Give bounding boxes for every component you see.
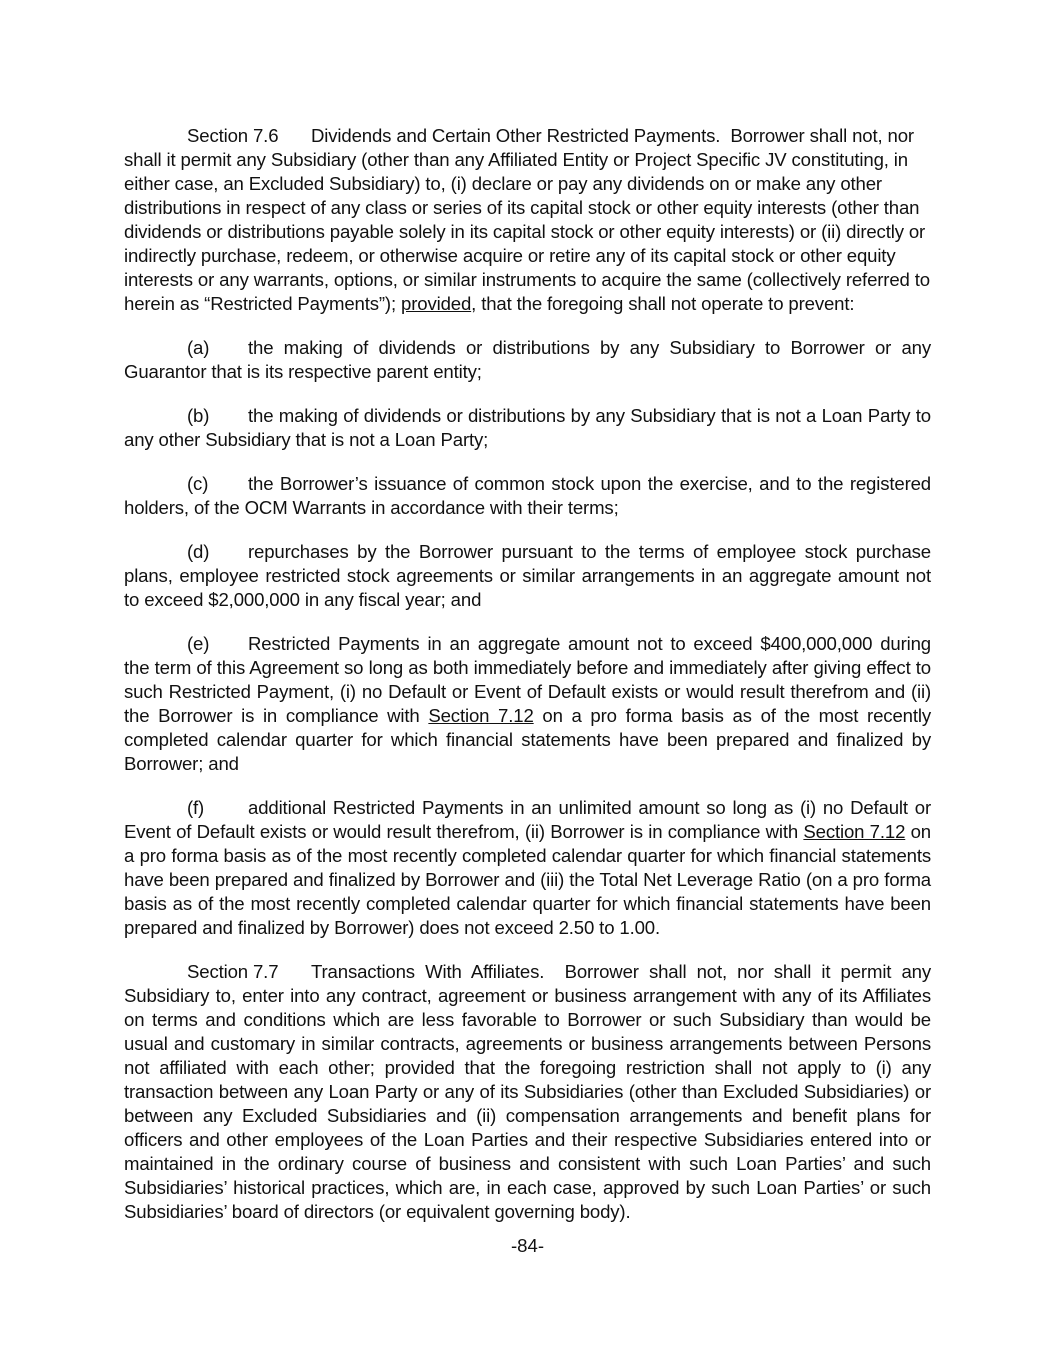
list-item-a: [124, 336, 931, 384]
list-item-c: [124, 472, 931, 520]
list-item-label: (f): [187, 797, 205, 818]
provided-term: provided: [401, 293, 472, 314]
section-7-7-title: Transactions With Affiliates.: [311, 961, 545, 982]
list-item-text: repurchases by the Borrower pursuant to the terms of employee stock purchase plans, employee restricted stock agreements or similar arrangements in an aggregate amount not to exceed $2,000,000 in any fiscal year; and: [124, 541, 931, 610]
section-7-6-paragraph: [124, 124, 931, 316]
section-7-12-reference: Section 7.12: [803, 821, 906, 842]
section-7-12-reference: Section 7.12: [428, 705, 534, 726]
section-7-7-number: Section 7.7: [187, 961, 279, 982]
section-7-6-body: Borrower shall not, nor shall it permit any Subsidiary (other than any Affiliated Entity or Project Specific JV constituting, in either case, an Excluded Subsidiary) to, (i) declare or pay any dividends on or make any other distributions in respect of any class or series of its capital stock or other equity interests (other than dividends or distributions payable solely in its capital stock or other equity interests) or (ii) directly or indirectly purchase, redeem, or otherwise acquire or retire any of its capital stock or other equity interests or any warrants, options, or similar instruments to acquire the same (collectively referred to herein as “Restricted Payments”);: [124, 125, 930, 314]
list-item-text: the making of dividends or distributions by any Subsidiary that is not a Loan Party to any other Subsidiary that is not a Loan Party;: [124, 405, 931, 450]
list-item-text: additional Restricted Payments in an unlimited amount so long as (i) no Default or Event of Default exists or would result therefrom, (ii) Borrower is in compliance with: [124, 797, 931, 842]
list-item-d: [124, 540, 931, 612]
section-7-7-paragraph: [124, 960, 931, 1224]
list-item-text-continued: on a pro forma basis as of the most recently completed calendar quarter for which financial statements have been prepared and finalized by Borrower; and: [124, 705, 931, 774]
list-item-label: (c): [187, 473, 209, 494]
list-item-label: (a): [187, 337, 210, 358]
list-item-text: Restricted Payments in an aggregate amount not to exceed $400,000,000 during the term of this Agreement so long as both immediately before and immediately after giving effect to such Restricted Payment, (i) no Default or Event of Default exists or would result therefrom and (ii) the Borrower is in compliance with: [124, 633, 931, 726]
section-7-6-number: Section 7.6: [187, 125, 279, 146]
list-item-text: the making of dividends or distributions by any Subsidiary to Borrower or any Guarantor that is its respective parent entity;: [124, 337, 931, 382]
list-item-label: (d): [187, 541, 210, 562]
list-item-label: (b): [187, 405, 210, 426]
section-7-6-body-end: , that the foregoing shall not operate to prevent:: [471, 293, 855, 314]
list-item-b: [124, 404, 931, 452]
list-item-e: [124, 632, 931, 776]
section-7-7-body: Borrower shall not, nor shall it permit any Subsidiary to, enter into any contract, agreement or business arrangement with any of its Affiliates on terms and conditions which are less favorable to Borrower or such Subsidiary than would be usual and customary in similar contracts, agreements or business arrangements between Persons not affiliated with each other; provided that the foregoing restriction shall not apply to (i) any transaction between any Loan Party or any of its Subsidiaries (other than Excluded Subsidiaries) or between any Excluded Subsidiaries and (ii) compensation arrangements and benefit plans for officers and other employees of the Loan Parties and their respective Subsidiaries entered into or maintained in the ordinary course of business and consistent with such Loan Parties’ and such Subsidiaries’ historical practices, which are, in each case, approved by such Loan Parties’ or such Subsidiaries’ board of directors (or equivalent governing body).: [124, 961, 931, 1222]
section-7-6-title: Dividends and Certain Other Restricted Payments.: [311, 125, 721, 146]
page-number: -84-: [510, 1235, 545, 1256]
document-page: [124, 124, 931, 1224]
list-item-label: (e): [187, 633, 210, 654]
list-item-f: [124, 796, 931, 940]
list-item-text: the Borrower’s issuance of common stock upon the exercise, and to the registered holders, of the OCM Warrants in accordance with their terms;: [124, 473, 931, 518]
list-item-text-continued: on a pro forma basis as of the most recently completed calendar quarter for which financial statements have been prepared and finalized by Borrower and (iii) the Total Net Leverage Ratio (on a pro forma basis as of the most recently completed calendar quarter for which financial statements have been prepared and finalized by Borrower) does not exceed 2.50 to 1.00.: [124, 821, 931, 938]
